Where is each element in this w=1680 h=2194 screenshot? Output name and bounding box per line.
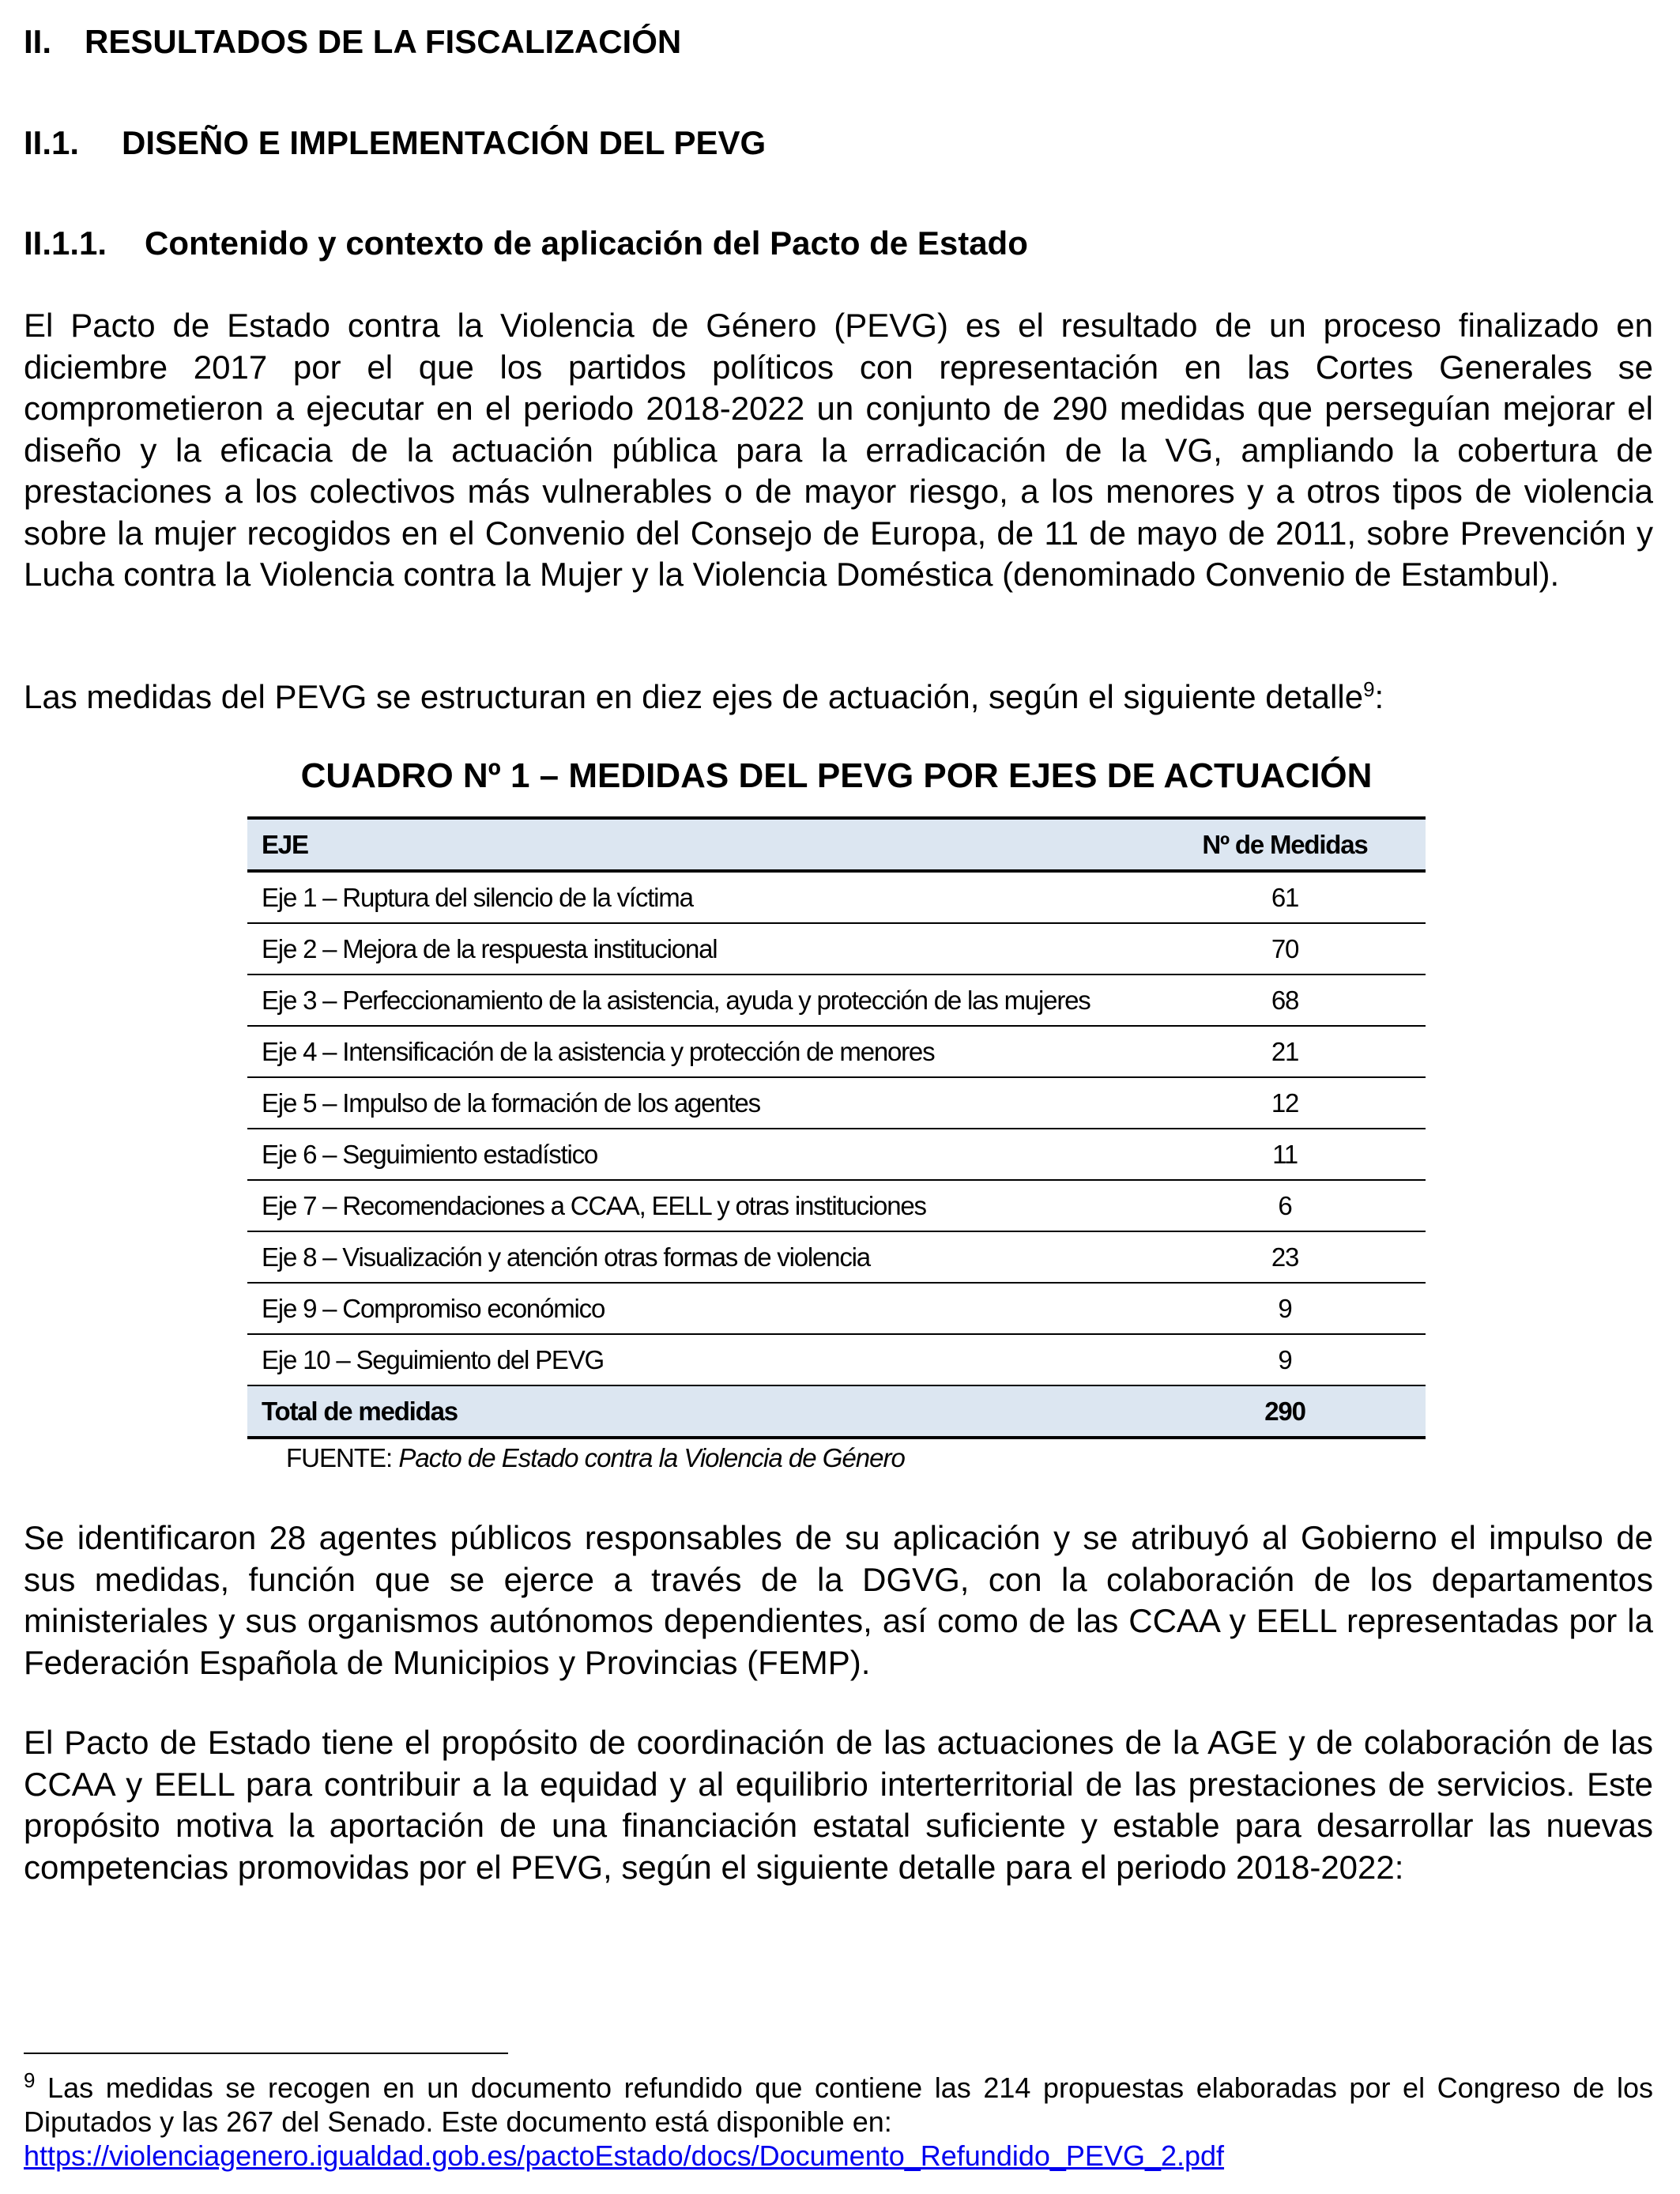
footnote-number: 9 bbox=[24, 2068, 36, 2092]
paragraph-agentes: Se identificaron 28 agentes públicos responsables de su aplicación y se atribuyó al Gobierno el impulso de sus medidas, función que se ejerce a través de la DGVG, con la colaboración de los departamentos ministeriales y sus organismos autónomos dependientes, así como de las CCAA y EELL representadas por la Federación Española de Municipios y Provincias (FEMP). bbox=[24, 1519, 1653, 1681]
eje-count: 9 bbox=[1144, 1283, 1426, 1334]
table-row bbox=[247, 871, 1426, 923]
table-total-row bbox=[247, 1385, 1426, 1438]
eje-name: Eje 5 – Impulso de la formación de los agentes bbox=[247, 1077, 1144, 1129]
paragraph-ejes bbox=[24, 677, 1653, 718]
eje-name: Eje 6 – Seguimiento estadístico bbox=[247, 1129, 1144, 1180]
eje-count: 23 bbox=[1144, 1231, 1426, 1283]
paragraph-text: Las medidas del PEVG se estructuran en diez ejes de actuación, según el siguiente detalle bbox=[24, 678, 1364, 715]
section-heading bbox=[24, 22, 1653, 62]
eje-count: 9 bbox=[1144, 1334, 1426, 1385]
table-row bbox=[247, 923, 1426, 974]
eje-count: 12 bbox=[1144, 1077, 1426, 1129]
table-caption: CUADRO Nº 1 – MEDIDAS DEL PEVG POR EJES DE ACTUACIÓN bbox=[300, 756, 1373, 795]
heading-text: RESULTADOS DE LA FISCALIZACIÓN bbox=[85, 23, 682, 60]
footnote-ref[interactable]: 9 bbox=[1363, 677, 1375, 701]
subsubsection-heading bbox=[24, 224, 1653, 263]
eje-count: 68 bbox=[1144, 974, 1426, 1026]
footnote-link[interactable]: https://violenciagenero.igualdad.gob.es/pactoEstado/docs/Documento_Refundido_PEVG_2.pdf bbox=[24, 2139, 1225, 2172]
source-text: Pacto de Estado contra la Violencia de Género bbox=[398, 1443, 905, 1472]
table-row bbox=[247, 1231, 1426, 1283]
table-source bbox=[286, 1443, 905, 1473]
eje-count: 6 bbox=[1144, 1180, 1426, 1231]
header-eje: EJE bbox=[247, 818, 1144, 871]
eje-name: Eje 4 – Intensificación de la asistencia y protección de menores bbox=[247, 1026, 1144, 1077]
heading-number: II.1.1. bbox=[24, 224, 107, 262]
table-row bbox=[247, 1077, 1426, 1129]
table-row bbox=[247, 1334, 1426, 1385]
source-label: FUENTE: bbox=[286, 1443, 393, 1472]
paragraph-financiacion: El Pacto de Estado tiene el propósito de coordinación de las actuaciones de la AGE y de colaboración de las CCAA y EELL para contribuir a la equidad y al equilibrio interterritorial de las prestaciones de servicios. Este propósito motiva la aportación de una financiación estatal suficiente y estable para desarrollar las nuevas competencias promovidas por el PEVG, según el siguiente detalle para el periodo 2018-2022: bbox=[24, 1724, 1653, 1886]
table-row bbox=[247, 1180, 1426, 1231]
footnote bbox=[24, 2068, 1653, 2173]
eje-name: Eje 3 – Perfeccionamiento de la asistencia, ayuda y protección de las mujeres bbox=[247, 974, 1144, 1026]
eje-count: 70 bbox=[1144, 923, 1426, 974]
table-row bbox=[247, 1026, 1426, 1077]
eje-count: 11 bbox=[1144, 1129, 1426, 1180]
footnote-divider bbox=[24, 2053, 508, 2054]
measures-table bbox=[247, 816, 1426, 1439]
paragraph-intro: El Pacto de Estado contra la Violencia de Género (PEVG) es el resultado de un proceso finalizado en diciembre 2017 por el que los partidos políticos con representación en las Cortes Generales se comprometieron a ejecutar en el periodo 2018-2022 un conjunto de 290 medidas que perseguían mejorar el diseño y la eficacia de la actuación pública para la erradicación de la VG, ampliando la cobertura de prestaciones a los colectivos más vulnerables o de mayor riesgo, a los menores y a otros tipos de violencia sobre la mujer recogidos en el Convenio del Consejo de Europa, de 11 de mayo de 2011, sobre Prevención y Lucha contra la Violencia contra la Mujer y la Violencia Doméstica (denominado Convenio de Estambul). bbox=[24, 307, 1653, 593]
table-row bbox=[247, 1129, 1426, 1180]
heading-number: II. bbox=[24, 23, 52, 60]
heading-text: Contenido y contexto de aplicación del Pacto de Estado bbox=[145, 224, 1028, 262]
total-value: 290 bbox=[1144, 1385, 1426, 1438]
eje-count: 21 bbox=[1144, 1026, 1426, 1077]
heading-number: II.1. bbox=[24, 124, 80, 161]
paragraph-text-end: : bbox=[1374, 678, 1384, 715]
table-row bbox=[247, 1283, 1426, 1334]
total-label: Total de medidas bbox=[247, 1385, 1144, 1438]
header-medidas: Nº de Medidas bbox=[1144, 818, 1426, 871]
eje-name: Eje 8 – Visualización y atención otras formas de violencia bbox=[247, 1231, 1144, 1283]
subsection-heading bbox=[24, 123, 1653, 163]
eje-count: 61 bbox=[1144, 871, 1426, 923]
eje-name: Eje 9 – Compromiso económico bbox=[247, 1283, 1144, 1334]
eje-name: Eje 1 – Ruptura del silencio de la víctima bbox=[247, 871, 1144, 923]
eje-name: Eje 10 – Seguimiento del PEVG bbox=[247, 1334, 1144, 1385]
heading-text: DISEÑO E IMPLEMENTACIÓN DEL PEVG bbox=[122, 124, 767, 161]
eje-name: Eje 2 – Mejora de la respuesta institucional bbox=[247, 923, 1144, 974]
eje-name: Eje 7 – Recomendaciones a CCAA, EELL y otras instituciones bbox=[247, 1180, 1144, 1231]
table-row bbox=[247, 974, 1426, 1026]
footnote-text: Las medidas se recogen en un documento refundido que contiene las 214 propuestas elaboradas por el Congreso de los Diputados y las 267 del Senado. Este documento está disponible en: bbox=[24, 2071, 1653, 2138]
table-header-row bbox=[247, 818, 1426, 871]
